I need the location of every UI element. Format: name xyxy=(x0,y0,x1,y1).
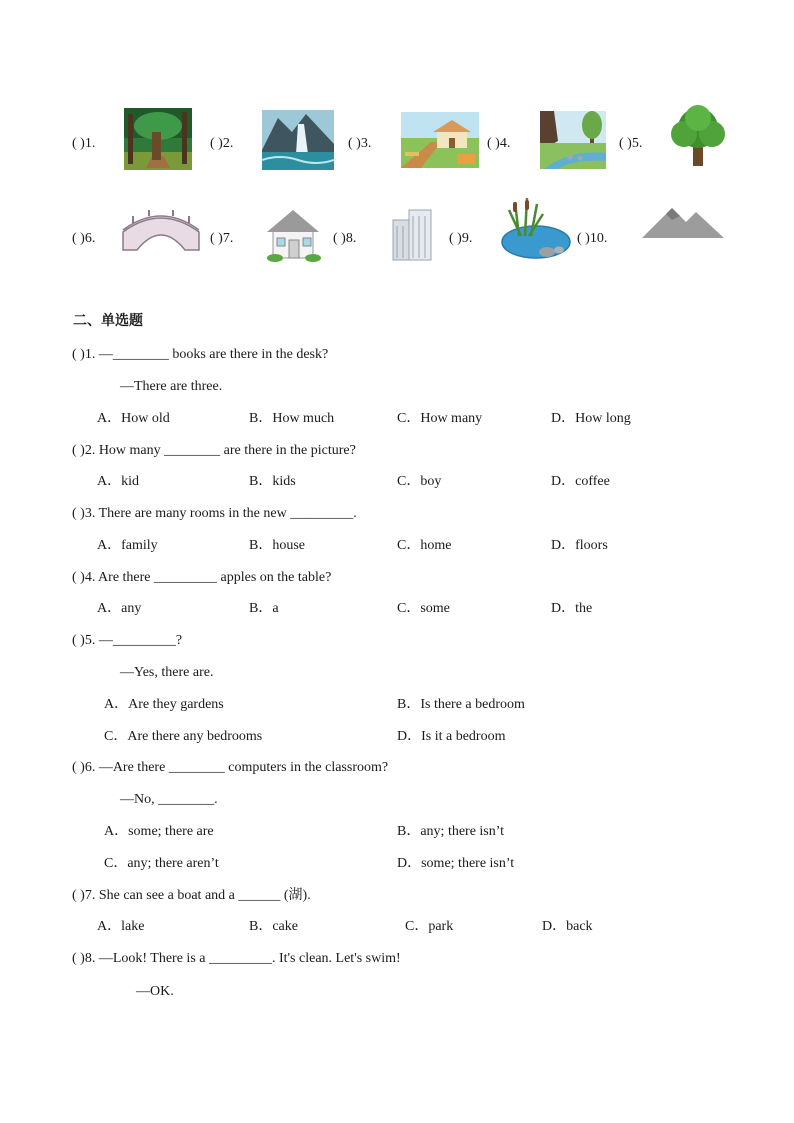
q6-option-a[interactable]: A．some; there are xyxy=(104,824,214,839)
match-item-4-label: ( )4. xyxy=(487,136,511,151)
match-item-6-label: ( )6. xyxy=(72,231,96,246)
q5-option-b[interactable]: B．Is there a bedroom xyxy=(397,697,525,712)
q1-option-c[interactable]: C．How many xyxy=(397,411,483,426)
section-title: 二、单选题 xyxy=(73,313,143,329)
river-landscape-icon xyxy=(540,111,606,169)
q2-option-d[interactable]: D．coffee xyxy=(551,474,610,489)
q4-stem: ( )4. Are there _________ apples on the table? xyxy=(72,570,332,585)
q2-option-c[interactable]: C．boy xyxy=(397,474,442,489)
forest-tree-icon xyxy=(124,108,192,170)
q6-option-d[interactable]: D．some; there isn’t xyxy=(397,856,515,871)
match-item-1-label: ( )1. xyxy=(72,136,96,151)
q1-option-d[interactable]: D．How long xyxy=(551,411,631,426)
tree-icon xyxy=(668,104,728,168)
q5-option-d[interactable]: D．Is it a bedroom xyxy=(397,729,506,744)
q3-option-d[interactable]: D．floors xyxy=(551,538,608,553)
q4-option-c[interactable]: C．some xyxy=(397,601,450,616)
q5-option-a[interactable]: A．Are they gardens xyxy=(104,697,224,712)
q3-stem: ( )3. There are many rooms in the new _________. xyxy=(72,506,357,521)
q7-option-a[interactable]: A．lake xyxy=(97,919,145,934)
farm-house-icon xyxy=(401,112,479,168)
house-icon xyxy=(263,206,323,262)
q2-option-a[interactable]: A．kid xyxy=(97,474,139,489)
building-icon xyxy=(389,206,437,262)
q1-answer-line: —There are three. xyxy=(120,379,223,394)
q3-option-a[interactable]: A．family xyxy=(97,538,158,553)
match-item-7-label: ( )7. xyxy=(210,231,234,246)
q7-option-b[interactable]: B．cake xyxy=(249,919,298,934)
bridge-icon xyxy=(121,210,201,252)
q5-answer-line: —Yes, there are. xyxy=(120,665,214,680)
q3-option-c[interactable]: C．home xyxy=(397,538,452,553)
q6-stem: ( )6. —Are there ________ computers in the classroom? xyxy=(72,760,389,775)
q7-stem: ( )7. She can see a boat and a ______ (湖). xyxy=(72,888,311,903)
q5-stem: ( )5. —_________? xyxy=(72,633,183,648)
mountain-icon xyxy=(642,204,724,240)
match-item-5-label: ( )5. xyxy=(619,136,643,151)
q4-option-a[interactable]: A．any xyxy=(97,601,142,616)
mountain-waterfall-icon xyxy=(262,110,334,170)
match-item-8-label: ( )8. xyxy=(333,231,357,246)
q5-option-c[interactable]: C．Are there any bedrooms xyxy=(104,729,263,744)
q2-stem: ( )2. How many ________ are there in the picture? xyxy=(72,443,356,458)
q4-option-d[interactable]: D．the xyxy=(551,601,593,616)
q1-option-a[interactable]: A．How old xyxy=(97,411,170,426)
q2-option-b[interactable]: B．kids xyxy=(249,474,296,489)
match-item-2-label: ( )2. xyxy=(210,136,234,151)
q8-answer-line: —OK. xyxy=(136,984,174,999)
q1-stem: ( )1. —________ books are there in the desk? xyxy=(72,347,329,362)
q6-option-b[interactable]: B．any; there isn’t xyxy=(397,824,505,839)
q6-answer-line: —No, ________. xyxy=(120,792,218,807)
q1-option-b[interactable]: B．How much xyxy=(249,411,335,426)
match-item-9-label: ( )9. xyxy=(449,231,473,246)
match-item-3-label: ( )3. xyxy=(348,136,372,151)
q3-option-b[interactable]: B．house xyxy=(249,538,305,553)
match-item-10-label: ( )10. xyxy=(577,231,608,246)
q6-option-c[interactable]: C．any; there aren’t xyxy=(104,856,219,871)
q8-stem: ( )8. —Look! There is a _________. It's clean. Let's swim! xyxy=(72,951,401,966)
q4-option-b[interactable]: B．a xyxy=(249,601,279,616)
pond-icon xyxy=(499,196,573,262)
q7-option-c[interactable]: C．park xyxy=(405,919,454,934)
q7-option-d[interactable]: D．back xyxy=(542,919,593,934)
